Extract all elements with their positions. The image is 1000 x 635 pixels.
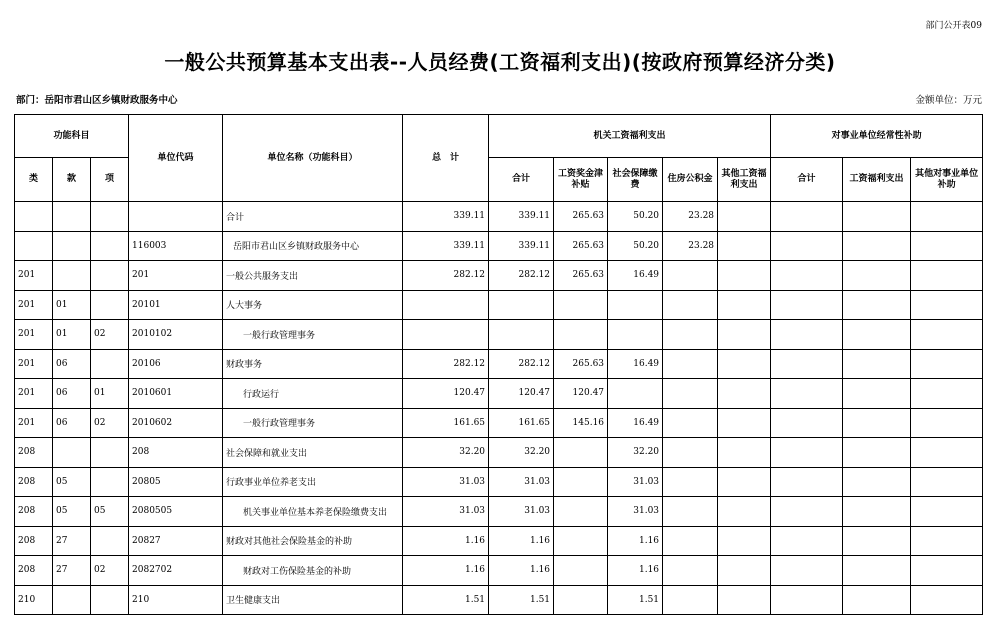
header-org-social: 社会保障缴费	[608, 158, 663, 202]
header-org-housing: 住房公积金	[663, 158, 718, 202]
table-row	[15, 379, 983, 409]
cell-kuan: 06	[53, 349, 91, 379]
cell-sub-salary	[843, 526, 911, 556]
cell-total: 282.12	[403, 349, 489, 379]
cell-xiang	[91, 349, 129, 379]
cell-sub-sum	[771, 379, 843, 409]
cell-org-social: 16.49	[608, 349, 663, 379]
cell-code: 2010602	[129, 408, 223, 438]
table-row	[15, 526, 983, 556]
cell-kuan	[53, 202, 91, 232]
cell-sub-sum	[771, 497, 843, 527]
cell-name: 合计	[223, 202, 403, 232]
cell-kuan: 05	[53, 467, 91, 497]
cell-xiang	[91, 202, 129, 232]
cell-lei: 201	[15, 408, 53, 438]
cell-sub-other	[911, 290, 983, 320]
cell-name: 卫生健康支出	[223, 585, 403, 615]
form-number: 部门公开表09	[925, 21, 982, 31]
header-org-salary-group: 机关工资福利支出	[489, 115, 771, 158]
cell-org-salary	[554, 467, 608, 497]
table-row	[15, 320, 983, 350]
cell-org-housing	[663, 408, 718, 438]
cell-org-other	[718, 526, 771, 556]
cell-total: 32.20	[403, 438, 489, 468]
table-row	[15, 438, 983, 468]
cell-lei: 208	[15, 526, 53, 556]
cell-xiang	[91, 261, 129, 291]
cell-sub-salary	[843, 349, 911, 379]
cell-org-social: 16.49	[608, 261, 663, 291]
header-sub-other: 其他对事业单位补助	[911, 158, 983, 202]
cell-sub-sum	[771, 202, 843, 232]
cell-sub-sum	[771, 349, 843, 379]
cell-org-other	[718, 290, 771, 320]
cell-org-salary: 265.63	[554, 231, 608, 261]
cell-lei: 210	[15, 585, 53, 615]
cell-org-sum: 339.11	[489, 202, 554, 232]
amount-unit-label: 金额单位：万元	[915, 95, 982, 106]
cell-xiang: 02	[91, 556, 129, 586]
cell-sub-salary	[843, 261, 911, 291]
cell-sub-salary	[843, 556, 911, 586]
cell-sub-sum	[771, 320, 843, 350]
cell-org-salary	[554, 290, 608, 320]
cell-org-sum: 282.12	[489, 349, 554, 379]
cell-org-other	[718, 497, 771, 527]
cell-sub-salary	[843, 231, 911, 261]
cell-sub-sum	[771, 290, 843, 320]
cell-org-housing	[663, 261, 718, 291]
cell-sub-salary	[843, 585, 911, 615]
cell-lei: 201	[15, 320, 53, 350]
cell-sub-salary	[843, 467, 911, 497]
cell-name: 一般行政管理事务	[223, 320, 403, 350]
cell-org-sum: 339.11	[489, 231, 554, 261]
cell-sub-sum	[771, 467, 843, 497]
cell-org-salary	[554, 585, 608, 615]
cell-total: 120.47	[403, 379, 489, 409]
header-sub-salary: 工资福利支出	[843, 158, 911, 202]
cell-sub-sum	[771, 585, 843, 615]
cell-sub-salary	[843, 379, 911, 409]
header-org-other: 其他工资福利支出	[718, 158, 771, 202]
cell-name: 财政对其他社会保险基金的补助	[223, 526, 403, 556]
cell-code: 20805	[129, 467, 223, 497]
cell-name: 一般公共服务支出	[223, 261, 403, 291]
cell-org-salary: 265.63	[554, 261, 608, 291]
table-body	[15, 202, 983, 615]
table-row	[15, 497, 983, 527]
cell-kuan	[53, 585, 91, 615]
cell-kuan: 01	[53, 290, 91, 320]
cell-kuan: 01	[53, 320, 91, 350]
cell-sub-other	[911, 231, 983, 261]
cell-org-housing: 23.28	[663, 202, 718, 232]
cell-org-salary: 265.63	[554, 349, 608, 379]
cell-org-sum: 1.16	[489, 526, 554, 556]
cell-code: 20827	[129, 526, 223, 556]
cell-total: 161.65	[403, 408, 489, 438]
page-title: 一般公共预算基本支出表--人员经费(工资福利支出)(按政府预算经济分类)	[164, 50, 836, 74]
cell-name: 社会保障和就业支出	[223, 438, 403, 468]
cell-org-other	[718, 320, 771, 350]
cell-org-housing	[663, 379, 718, 409]
table-row	[15, 556, 983, 586]
cell-sub-other	[911, 467, 983, 497]
cell-org-housing	[663, 585, 718, 615]
cell-org-salary	[554, 556, 608, 586]
cell-sub-salary	[843, 438, 911, 468]
cell-org-other	[718, 349, 771, 379]
cell-kuan: 27	[53, 526, 91, 556]
header-unit-name: 单位名称（功能科目）	[223, 115, 403, 202]
cell-org-salary: 145.16	[554, 408, 608, 438]
cell-sub-other	[911, 320, 983, 350]
cell-sub-salary	[843, 408, 911, 438]
cell-total: 1.16	[403, 556, 489, 586]
cell-org-other	[718, 231, 771, 261]
cell-lei	[15, 202, 53, 232]
header-func-subject: 功能科目	[15, 115, 129, 158]
cell-xiang: 02	[91, 320, 129, 350]
header-total: 总 计	[403, 115, 489, 202]
cell-total	[403, 320, 489, 350]
cell-sub-sum	[771, 261, 843, 291]
cell-sub-other	[911, 408, 983, 438]
header-kuan: 款	[53, 158, 91, 202]
table-row	[15, 467, 983, 497]
cell-xiang: 02	[91, 408, 129, 438]
cell-total: 282.12	[403, 261, 489, 291]
cell-code: 208	[129, 438, 223, 468]
cell-sub-other	[911, 202, 983, 232]
table-row	[15, 349, 983, 379]
cell-kuan	[53, 438, 91, 468]
cell-code: 20106	[129, 349, 223, 379]
cell-total: 31.03	[403, 497, 489, 527]
cell-kuan: 06	[53, 408, 91, 438]
cell-total: 339.11	[403, 231, 489, 261]
cell-org-social: 50.20	[608, 202, 663, 232]
cell-total: 339.11	[403, 202, 489, 232]
cell-lei: 201	[15, 290, 53, 320]
cell-org-social: 32.20	[608, 438, 663, 468]
cell-org-other	[718, 379, 771, 409]
cell-org-sum: 120.47	[489, 379, 554, 409]
cell-code: 2082702	[129, 556, 223, 586]
cell-total	[403, 290, 489, 320]
cell-org-sum	[489, 290, 554, 320]
header-unit-code: 单位代码	[129, 115, 223, 202]
cell-sub-other	[911, 497, 983, 527]
header-lei: 类	[15, 158, 53, 202]
cell-org-housing	[663, 526, 718, 556]
cell-org-other	[718, 261, 771, 291]
cell-org-sum: 31.03	[489, 467, 554, 497]
cell-org-sum: 1.16	[489, 556, 554, 586]
table-row	[15, 202, 983, 232]
header-subsidy-group: 对事业单位经常性补助	[771, 115, 983, 158]
cell-code: 2010102	[129, 320, 223, 350]
cell-xiang	[91, 585, 129, 615]
cell-sub-other	[911, 438, 983, 468]
cell-lei: 208	[15, 556, 53, 586]
cell-kuan: 05	[53, 497, 91, 527]
cell-org-salary	[554, 497, 608, 527]
cell-lei: 201	[15, 349, 53, 379]
table-row	[15, 261, 983, 291]
cell-code: 210	[129, 585, 223, 615]
cell-xiang: 05	[91, 497, 129, 527]
table-row	[15, 585, 983, 615]
cell-sub-other	[911, 349, 983, 379]
cell-xiang	[91, 231, 129, 261]
cell-org-sum	[489, 320, 554, 350]
cell-lei: 208	[15, 438, 53, 468]
cell-org-housing	[663, 556, 718, 586]
cell-org-social: 31.03	[608, 497, 663, 527]
cell-org-housing: 23.28	[663, 231, 718, 261]
header-sub-sum: 合计	[771, 158, 843, 202]
cell-sub-sum	[771, 438, 843, 468]
cell-sub-other	[911, 556, 983, 586]
cell-total: 1.51	[403, 585, 489, 615]
cell-org-salary	[554, 438, 608, 468]
cell-org-social	[608, 290, 663, 320]
cell-sub-other	[911, 585, 983, 615]
cell-sub-other	[911, 261, 983, 291]
cell-org-housing	[663, 290, 718, 320]
cell-org-social	[608, 379, 663, 409]
cell-org-salary	[554, 320, 608, 350]
table-row	[15, 290, 983, 320]
cell-org-salary: 265.63	[554, 202, 608, 232]
budget-table	[14, 114, 983, 615]
cell-code: 20101	[129, 290, 223, 320]
cell-name: 机关事业单位基本养老保险缴费支出	[223, 497, 403, 527]
cell-xiang	[91, 290, 129, 320]
table-row	[15, 408, 983, 438]
cell-code: 201	[129, 261, 223, 291]
cell-xiang	[91, 467, 129, 497]
cell-org-sum: 32.20	[489, 438, 554, 468]
cell-lei: 201	[15, 379, 53, 409]
cell-name: 财政对工伤保险基金的补助	[223, 556, 403, 586]
cell-lei	[15, 231, 53, 261]
cell-lei: 201	[15, 261, 53, 291]
cell-org-sum: 1.51	[489, 585, 554, 615]
cell-name: 行政事业单位养老支出	[223, 467, 403, 497]
cell-code: 2080505	[129, 497, 223, 527]
cell-kuan: 06	[53, 379, 91, 409]
cell-sub-salary	[843, 202, 911, 232]
cell-total: 31.03	[403, 467, 489, 497]
cell-total: 1.16	[403, 526, 489, 556]
cell-sub-other	[911, 526, 983, 556]
cell-org-other	[718, 556, 771, 586]
cell-name: 岳阳市君山区乡镇财政服务中心	[223, 231, 403, 261]
cell-org-social: 31.03	[608, 467, 663, 497]
cell-sub-other	[911, 379, 983, 409]
department-label: 部门：岳阳市君山区乡镇财政服务中心	[16, 95, 178, 106]
cell-xiang: 01	[91, 379, 129, 409]
cell-org-housing	[663, 438, 718, 468]
cell-org-social	[608, 320, 663, 350]
cell-org-housing	[663, 467, 718, 497]
cell-org-salary	[554, 526, 608, 556]
cell-sub-salary	[843, 320, 911, 350]
cell-org-social: 1.51	[608, 585, 663, 615]
cell-kuan	[53, 261, 91, 291]
cell-sub-sum	[771, 526, 843, 556]
cell-org-salary: 120.47	[554, 379, 608, 409]
cell-xiang	[91, 526, 129, 556]
cell-org-sum: 161.65	[489, 408, 554, 438]
cell-sub-sum	[771, 556, 843, 586]
cell-org-other	[718, 585, 771, 615]
cell-org-other	[718, 202, 771, 232]
header-org-sum: 合计	[489, 158, 554, 202]
cell-lei: 208	[15, 467, 53, 497]
cell-org-other	[718, 467, 771, 497]
cell-code	[129, 202, 223, 232]
cell-org-housing	[663, 497, 718, 527]
cell-name: 一般行政管理事务	[223, 408, 403, 438]
cell-lei: 208	[15, 497, 53, 527]
cell-sub-sum	[771, 231, 843, 261]
cell-name: 人大事务	[223, 290, 403, 320]
cell-org-housing	[663, 349, 718, 379]
header-org-salary: 工资奖金津补贴	[554, 158, 608, 202]
cell-code: 2010601	[129, 379, 223, 409]
cell-org-social: 1.16	[608, 556, 663, 586]
cell-name: 行政运行	[223, 379, 403, 409]
cell-org-social: 1.16	[608, 526, 663, 556]
header-xiang: 项	[91, 158, 129, 202]
cell-org-other	[718, 438, 771, 468]
cell-sub-salary	[843, 290, 911, 320]
cell-org-social: 50.20	[608, 231, 663, 261]
cell-sub-sum	[771, 408, 843, 438]
cell-name: 财政事务	[223, 349, 403, 379]
cell-org-sum: 282.12	[489, 261, 554, 291]
cell-sub-salary	[843, 497, 911, 527]
cell-kuan	[53, 231, 91, 261]
cell-code: 116003	[129, 231, 223, 261]
cell-org-housing	[663, 320, 718, 350]
table-header	[15, 115, 983, 202]
cell-kuan: 27	[53, 556, 91, 586]
cell-xiang	[91, 438, 129, 468]
cell-org-social: 16.49	[608, 408, 663, 438]
table-row	[15, 231, 983, 261]
cell-org-sum: 31.03	[489, 497, 554, 527]
cell-org-other	[718, 408, 771, 438]
